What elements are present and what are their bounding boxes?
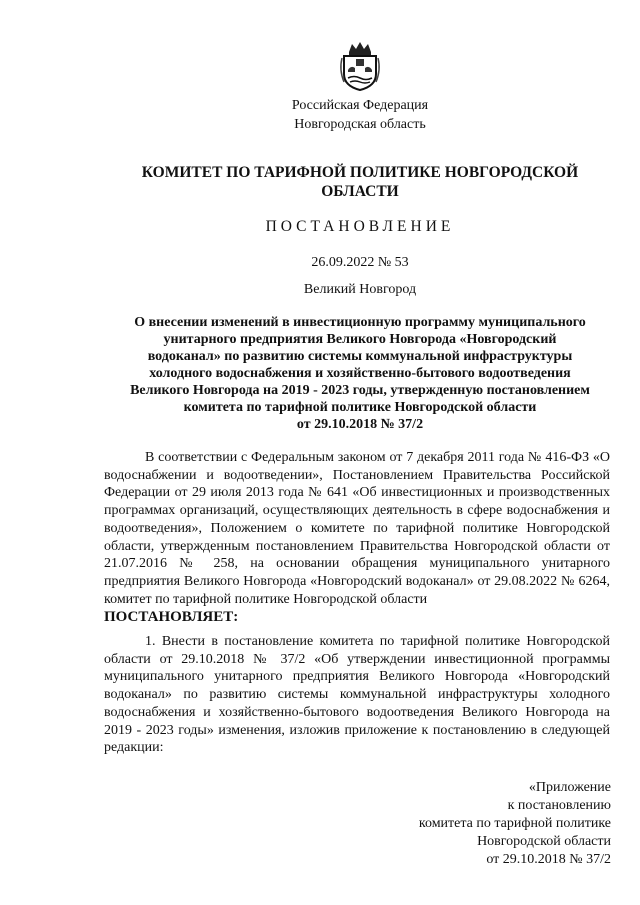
subject-line: О внесении изменений в инвестиционную программу муниципального bbox=[134, 315, 586, 330]
subject-line: холодного водоснабжения и хозяйственно-бытового водоотведения bbox=[149, 366, 571, 381]
committee-name bbox=[120, 163, 600, 201]
subject-line: водоканал» по развитию системы коммунальной инфраструктуры bbox=[147, 349, 573, 364]
committee-line-2: ОБЛАСТИ bbox=[321, 183, 399, 200]
document-header bbox=[0, 96, 640, 134]
preamble-paragraph: В соответствии с Федеральным законом от 7 декабря 2011 года № 416-ФЗ «О водоснабжении и водоотведении», Постановлением Правительства Российской Федерации от 29 июля 2013 года № 641 «Об инвестиционных и производственных программах организаций, осуществляющих деятельность в сфере водоснабжения и водоотведения», Положением о комитете по тарифной политике Новгородской области, утвержденным постановлением Правительства Новгородской области от 21.07.2016 № 258, на основании обращения муниципального унитарного предприятия Великого Новгорода «Новгородский водоканал» от 29.08.2022 № 6264, комитет по тарифной политике Новгородской области bbox=[104, 450, 610, 607]
subject-line: унитарного предприятия Великого Новгорода «Новгородский bbox=[163, 332, 557, 347]
region-name: Новгородская область bbox=[294, 117, 426, 132]
resolves-heading: ПОСТАНОВЛЯЕТ: bbox=[104, 609, 239, 625]
country-name: Российская Федерация bbox=[291, 98, 429, 113]
committee-line-1: КОМИТЕТ ПО ТАРИФНОЙ ПОЛИТИКЕ НОВГОРОДСКОЙ bbox=[141, 164, 579, 181]
subject-line: Великого Новгорода на 2019 - 2023 годы, утвержденную постановлением bbox=[130, 383, 590, 398]
document-type: ПОСТАНОВЛЕНИЕ bbox=[265, 218, 455, 235]
document-subject bbox=[104, 314, 616, 433]
subject-line: комитета по тарифной политике Новгородской области bbox=[183, 400, 537, 415]
appendix-line: «Приложение bbox=[528, 780, 611, 795]
subject-line: от 29.10.2018 № 37/2 bbox=[296, 417, 424, 432]
appendix-line: комитета по тарифной политике bbox=[418, 816, 611, 831]
novgorod-coat-of-arms-icon bbox=[336, 40, 384, 92]
item-1-paragraph: 1. Внести в постановление комитета по тарифной политике Новгородской области от 29.10.2018 № 37/2 «Об утверждении инвестиционной программы муниципального унитарного предприятия Великого Новгорода «Новгородский водоканал» по развитию системы коммунальной инфраструктуры холодного водоснабжения и хозяйственно-бытового водоотведения Великого Новгорода на 2019 - 2023 годы» изменения, изложив приложение к постановлению в следующей редакции: bbox=[104, 634, 610, 756]
appendix-line: к постановлению bbox=[507, 798, 611, 813]
appendix-line: от 29.10.2018 № 37/2 bbox=[486, 852, 611, 867]
appendix-reference bbox=[419, 779, 611, 869]
appendix-line: Новгородской области bbox=[477, 834, 611, 849]
date-number: 26.09.2022 № 53 bbox=[311, 255, 409, 270]
city-name: Великий Новгород bbox=[303, 282, 417, 297]
